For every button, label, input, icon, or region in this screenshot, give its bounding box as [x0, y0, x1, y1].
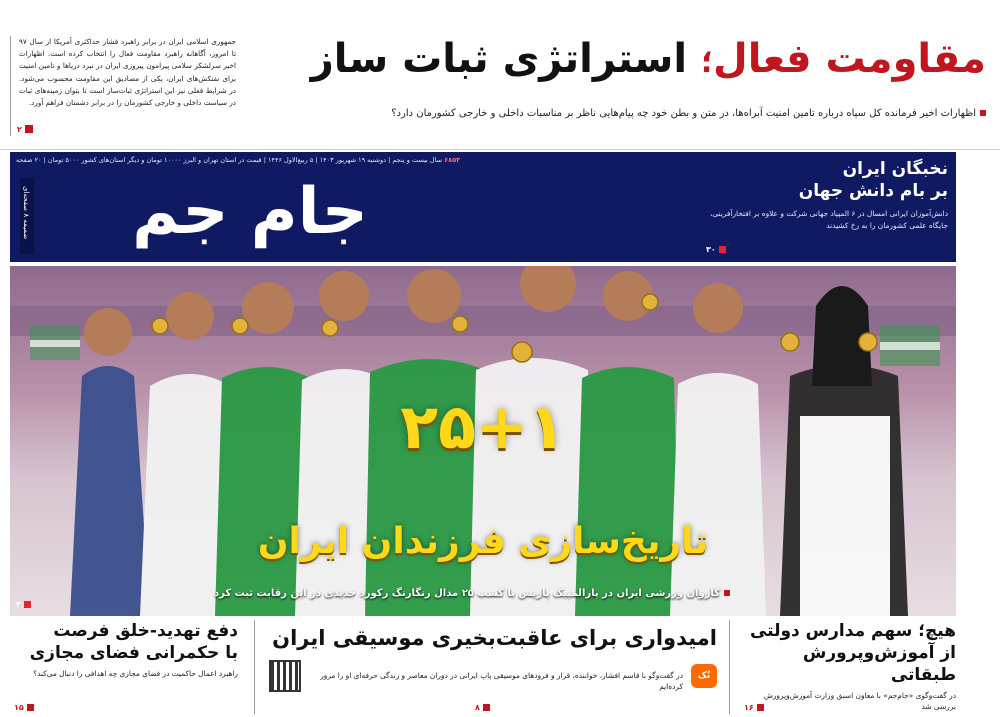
story-cyberspace-title-1: دفع تهدید-خلق فرصت: [53, 621, 238, 641]
side-page-ref[interactable]: ۲: [17, 124, 33, 136]
bottom-section: [10, 620, 956, 714]
main-headline[interactable]: مقاومت فعال؛ استراتژی ثبات ساز: [310, 36, 986, 82]
hero-page-ref[interactable]: ۴: [16, 600, 31, 609]
page-marker-icon: [25, 125, 33, 133]
bullet-icon: [980, 110, 986, 116]
story-music-text: در گفت‌وگو با قاسم افشار، خواننده، قرار و فرودهای موسیقی پاپ ایرانی در دوران معاصر و زندگی حرفه‌ای او را مرور کرده‌ایم: [320, 671, 683, 691]
masthead-page-ref[interactable]: ۳۰: [706, 245, 726, 254]
hero-medal-count: ۲۵+۱: [400, 390, 566, 463]
page-marker-icon: [27, 704, 34, 711]
top-section: [0, 0, 1000, 150]
story-schools-page[interactable]: ۱۶: [744, 703, 764, 712]
page-marker-icon: [757, 704, 764, 711]
hero-title: تاریخ‌سازی فرزندان ایران: [257, 521, 709, 562]
story-cyberspace[interactable]: [10, 620, 238, 714]
masthead-story-text: دانش‌آموزان ایرانی امسال در ۶ المپیاد جهانی شرکت و علاوه بر افتخارآفرینی، جایگاه علمی کشورمان را به رخ کشیدند: [709, 209, 948, 230]
story-music-page[interactable]: ۸: [475, 703, 490, 712]
issue-details: سال بیست و پنجم | دوشنبه ۱۹ شهریور ۱۴۰۳ | ۵ ربیع‌الاول ۱۴۴۶ | قیمت در استان تهران و البرز ۱۰۰۰۰ تومان و دیگر استان‌های کشور ۵۰۰۰ تومان | ۲۰ صفحه: [16, 156, 443, 164]
masthead: [10, 152, 956, 262]
story-music[interactable]: [254, 620, 730, 714]
story-schools-title-2: از آموزش‌وپرورش طبقاتی: [802, 643, 956, 685]
issue-number: ۶۸۵۳: [444, 156, 461, 164]
story-schools-text: در گفت‌وگوی «جام‌جم» با معاون اسبق وزارت آموزش‌وپرورش بررسی شد: [763, 691, 956, 711]
hero-caption: کاروان ورزشی ایران در پارالمپیک پاریس با کسب ۲۵ مدال رنگارنگ رکورد جدیدی در این رقابت ثبت کرد: [214, 588, 730, 599]
story-schools[interactable]: [742, 620, 956, 714]
masthead-story-title-2: بر بام دانش جهان: [798, 181, 948, 201]
story-cyberspace-text: راهبرد اعمال حاکمیت در فضای مجازی چه اهدافی را دنبال می‌کند؟: [33, 669, 238, 678]
page-marker-icon: [483, 704, 490, 711]
story-music-title: امیدواری برای عاقبت‌بخیری موسیقی ایران: [272, 626, 717, 650]
page-marker-icon: [24, 601, 31, 608]
story-schools-title-1: هیچ؛ سهم مدارس دولتی: [749, 621, 956, 641]
masthead-story-title-1: نخبگان ایران: [842, 159, 948, 179]
side-column: [10, 36, 236, 136]
side-text: جمهوری اسلامی ایران در برابر راهبرد فشار حداکثری آمریکا از سال ۹۷ تا امروز، آگاهانه راهبرد مقاومت فعال را انتخاب کرده است. اظهارات اخیر سرلشکر سلامی پیرامون پیروزی ایران در نبرد دریاها و تامین امنیت برای نفتکش‌های ایران، یکی از مصادیق این مقاومت محسوب می‌شود. در شرایط فعلی نیز این استراتژی ثبات‌ساز است تا بتوان زمینه‌های ثبات در سیاست داخلی و خارجی کشورمان را در برابر دشمنان فراهم آورد.: [19, 37, 236, 108]
top-story[interactable]: [266, 28, 986, 138]
newspaper-logo: جام جم: [132, 175, 368, 249]
supplement-strip: ضمیمه ۸ صفحه‌ای: [20, 178, 34, 254]
bullet-icon: [724, 590, 730, 596]
music-badge-icon: تُک: [691, 664, 717, 688]
logo-block[interactable]: [20, 170, 480, 254]
issue-info: [16, 156, 470, 168]
qr-code-icon[interactable]: [269, 660, 301, 692]
story-cyberspace-page[interactable]: ۱۵: [14, 703, 34, 712]
hero-photo[interactable]: [10, 266, 956, 616]
page-marker-icon: [719, 246, 726, 253]
story-cyberspace-title-2: با حکمرانی فضای مجازی: [29, 643, 238, 663]
main-subtitle: اظهارات اخیر فرمانده کل سپاه درباره تامین امنیت آبراه‌ها، در متن و بطن خود چه پیام‌هایی ناظر بر مناسبات داخلی و خارجی کشورمان دارد؟: [266, 108, 986, 119]
masthead-story[interactable]: [700, 158, 948, 256]
